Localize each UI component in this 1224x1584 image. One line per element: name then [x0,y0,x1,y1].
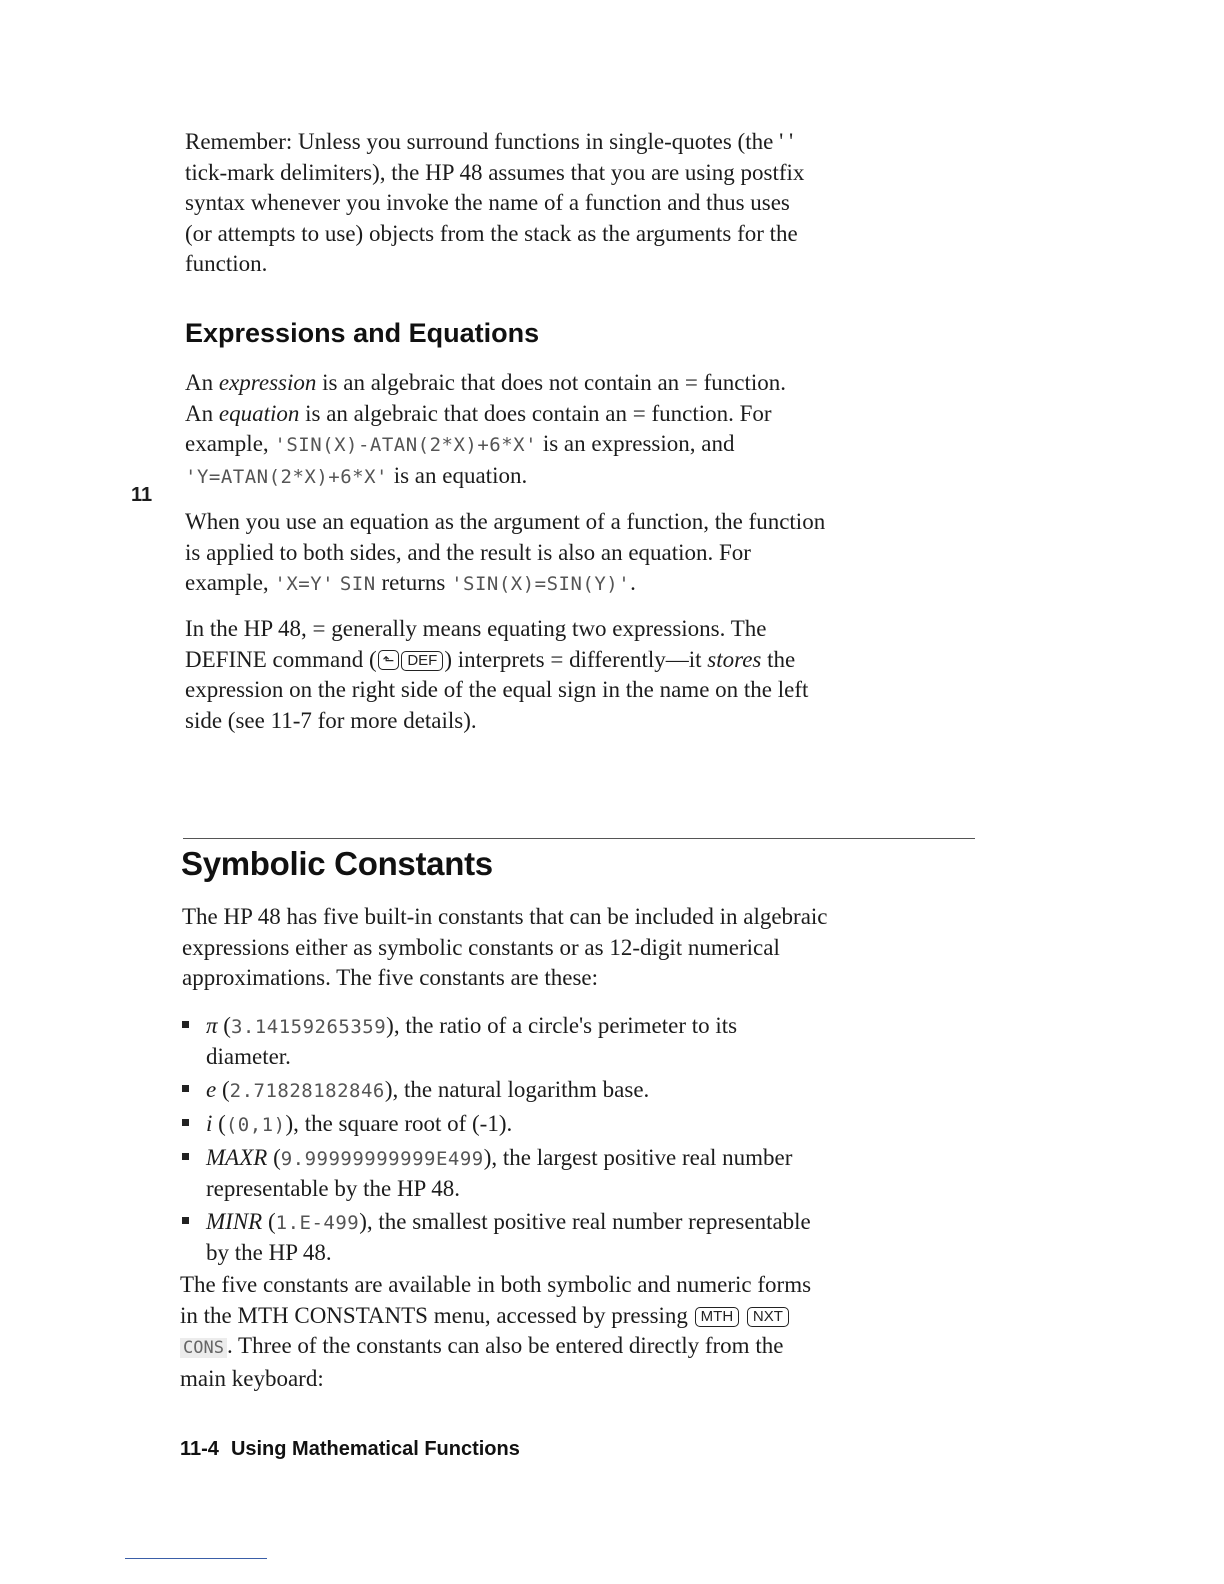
text-line: CONS . Three of the constants can also be entered directly from the [180,1331,980,1364]
code-expression: 'SIN(X)-ATAN(2*X)+6*X' [274,434,538,456]
text-line: main keyboard: [180,1365,324,1391]
bullet-icon [182,1217,189,1224]
code-x-eq-y: 'X=Y' [274,573,335,595]
text-line: expression on the right side of the equal sign in the name on the left [185,677,809,702]
code-sin: SIN [339,573,376,595]
list-item: π (3.14159265359), the ratio of a circle's perimeter to its diameter. [182,1011,982,1072]
nxt-key: NXT [747,1307,789,1327]
text-line: in the MTH CONSTANTS menu, accessed by pressing MTH NXT [180,1301,980,1332]
bullet-icon [182,1085,189,1092]
chapter-title: Using Mathematical Functions [230,1438,520,1460]
symbolic-intro-paragraph [182,902,982,994]
text-line: DEFINE command ( ⬑ DEF ) interprets = differently—it stores the [185,646,796,672]
text-line: An equation is an algebraic that does contain an = function. For [185,400,772,426]
heading-expressions-equations: Expressions and Equations [185,318,540,348]
text-line: tick-mark delimiters), the HP 48 assumes that you are using postfix [185,159,805,185]
term-equation: equation [218,400,300,426]
text-line: When you use an equation as the argument of a function, the function [185,509,826,534]
list-item: e (2.71828182846), the natural logarithm base. [182,1075,982,1106]
define-paragraph [185,614,985,736]
constants-list [182,1011,982,1271]
scan-edge-line [125,1558,267,1559]
left-shift-key-icon: ⬑ [378,650,400,670]
text-line: An expression is an algebraic that does not contain an = function. [185,370,787,395]
page-number: 11-4 [180,1438,219,1460]
text-line: side (see 11-7 for more details). [185,707,477,733]
expression-paragraph [185,368,985,492]
text-line: example, 'SIN(X)-ATAN(2*X)+6*X' is an expression, and [185,431,735,456]
list-item: MINR (1.E-499), the smallest positive real number representable by the HP 48. [182,1207,982,1268]
def-key: DEF [401,651,443,671]
text-line: The HP 48 has five built-in constants that can be included in algebraic [182,904,828,929]
text-line: In the HP 48, = generally means equating two expressions. The [185,616,767,641]
list-item: MAXR (9.99999999999E499), the largest positive real number representable by the HP 48. [182,1143,982,1204]
text-line: syntax whenever you invoke the name of a function and thus uses [185,190,790,215]
text-line: (or attempts to use) objects from the stack as the arguments for the [185,220,798,246]
symbolic-outro-paragraph [180,1270,980,1394]
text-line: expressions either as symbolic constants or as 12-digit numerical [182,934,780,960]
bullet-icon [182,1119,189,1126]
text-line: The five constants are available in both symbolic and numeric forms [180,1272,812,1297]
section-divider [183,838,975,839]
bullet-icon [182,1021,189,1028]
text-line: Remember: Unless you surround functions in single-quotes (the ' ' [185,129,794,154]
apply-paragraph [185,507,985,600]
text-line: approximations. The five constants are these: [182,965,599,990]
chapter-tab: 11 [131,484,153,506]
intro-paragraph [185,127,985,280]
text-line: function. [185,251,268,276]
code-equation: 'Y=ATAN(2*X)+6*X' [185,465,388,488]
code-sin-result: 'SIN(X)=SIN(Y)' [451,573,631,595]
text-line: is applied to both sides, and the result is also an equation. For [185,539,751,565]
text-line: 'Y=ATAN(2*X)+6*X' is an equation. [185,462,528,488]
term-expression: expression [218,370,317,395]
mth-key: MTH [695,1307,740,1327]
cons-menu-key: CONS [180,1338,227,1358]
text-line: example, 'X=Y' SIN returns 'SIN(X)=SIN(Y)'. [185,570,636,595]
heading-symbolic-constants: Symbolic Constants [181,845,493,882]
bullet-icon [182,1153,189,1160]
page-footer [180,1438,520,1461]
list-item: i ((0,1)), the square root of (-1). [182,1109,982,1140]
